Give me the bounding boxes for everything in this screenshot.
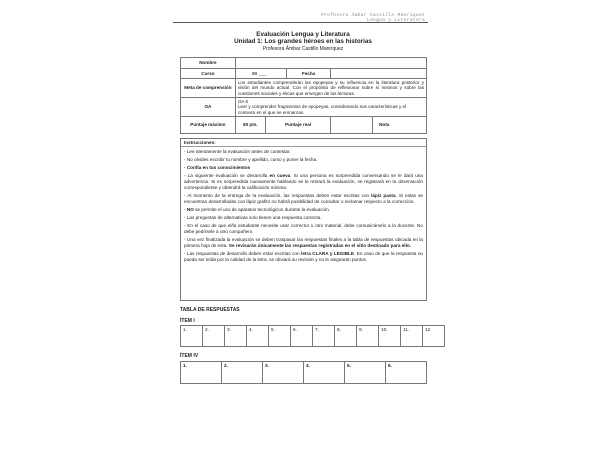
item-1-label: ÍTEM I [180,318,195,324]
answer-cell[interactable]: 2. [222,362,263,384]
grade-cell [373,117,427,134]
answer-cell[interactable]: 12. [423,326,445,347]
instruction-item: - En el caso de que el/la estudiante necesite usar corrector u otro material, debe comunicárselo a la docente. No debe pedírsele a otro compañero. [184,223,423,235]
real-score-field[interactable] [331,117,373,134]
goal-text: Los estudiantes comprenderán las epopeyas y su influencia en la literatura posterior y visión del mundo actual. Con el propósito de reflexionar sobre sí mismos y sobre las cuestiones sociales y éticas que emergen de las lecturas. [235,79,426,98]
instructions-box [180,138,427,301]
instruction-text: - La siguiente evaluación se desarrolla [184,173,270,179]
instruction-text: - Una vez finalizada la evaluación se deben traspasar las respuestas finales a la tabla de respuestas ubicada en la primera hoja de esta. [184,237,423,249]
instruction-item: - Lee atentamente la evaluación antes de contestar. [184,148,291,154]
instruction-emphasis: lápiz pasta [371,193,396,199]
instruction-item [184,251,423,263]
title-block [180,31,426,52]
date-label: Fecha [286,69,331,79]
answer-cell[interactable]: 11. [401,326,423,347]
goal-label: Meta de comprensión [181,79,236,98]
answer-cell[interactable]: 5. [269,326,291,347]
student-info-table [180,57,427,134]
date-field[interactable] [331,69,427,79]
answer-cell[interactable]: 4. [247,326,269,347]
instruction-item [184,193,423,205]
answer-cell[interactable]: 7. [313,326,335,347]
item-1-answer-grid [180,325,445,347]
instruction-item: - No olvides escribir tu nombre y apellido, curso y poner la fecha. [184,157,318,162]
teacher-name: Profesora Ámbar Castillo Manríquez [262,45,344,52]
instruction-item [184,173,423,191]
instruction-emphasis: Se revisarán únicamente las respuestas registradas en el sitio destinado para ello. [228,243,411,249]
grade-label: Nota [379,122,390,128]
real-score-label: Puntaje real [265,117,331,134]
oa-cell [235,98,426,117]
instruction-item [184,207,423,213]
max-score-label: Puntaje máximo [181,117,236,134]
instruction-emphasis: NO [186,207,194,213]
item-4-answer-grid [180,361,427,384]
answer-cell[interactable]: 3. [225,326,247,347]
instruction-item [184,237,423,249]
unit-title: Unidad 1: Los grandes héroes en las historias [234,38,372,46]
instruction-text: - Al momento de la entrega de la evaluación, las respuestas deben estar escritas con [184,193,372,199]
answer-cell[interactable]: 10. [379,326,401,347]
instruction-text: - Las respuestas de desarrollo deben estar escritas con [184,251,302,257]
name-field[interactable] [235,58,426,69]
course-label: Curso [181,69,236,79]
answer-cell[interactable]: 9. [357,326,379,347]
header-subject: Lengua y Literatura [366,18,425,24]
page-title: Evaluación Lengua y Literatura [256,31,350,38]
max-score-value: 50 pts. [235,117,265,134]
answer-cell[interactable]: 8. [335,326,357,347]
answer-cell[interactable]: 4. [304,362,345,384]
instruction-text: se permite el uso de aparatos tecnológicos durante la evaluación. [193,207,331,213]
answers-title: TABLA DE RESPUESTAS [180,307,240,313]
oa-text: Leer y comprender fragmentos de epopeyas, considerando sus características y el contexto en el que se enmarcan. [237,104,407,115]
instruction-text: - [184,207,187,213]
answer-cell[interactable]: 2. [203,326,225,347]
instruction-emphasis: letra CLARA y LEGIBLE [301,251,354,257]
course-field[interactable]: 8B ___ [235,69,286,79]
answer-cell[interactable]: 6. [386,362,427,384]
answer-cell[interactable]: 6. [291,326,313,347]
oa-code: OA 6 [237,99,249,105]
item-4-label: ÍTEM IV [180,353,199,359]
instruction-text: . Si una persona es sorprendida conversando se le dará una advertencia. Si es sorprendida nuevamente hablando se le retirará la evaluación, se registrará en la observación correspondiente y obtendrá la calificación mínima. [184,173,423,190]
instruction-item: - Confía en tus conocimientos [184,165,251,171]
instruction-text: . Si estas se encuentran desarrolladas con lápiz grafito no habrá posibilidad de consultar o reclamar respecto a la corrección. [184,193,424,204]
answer-cell[interactable]: 3. [263,362,304,384]
answer-cell[interactable]: 1. [181,362,222,384]
instruction-text: . En caso de que la respuesta no pueda ser leída por la calidad de la letra, se obviará su revisión y no le asignarán puntos. [184,251,423,263]
oa-label: OA [181,98,236,117]
answer-cell[interactable]: 1. [181,326,203,347]
name-label: Nombre [181,58,236,69]
instruction-item: - Las preguntas de alternativas solo tienen una respuesta correcta. [184,215,322,221]
instruction-emphasis: en cueva [269,173,291,179]
answer-cell[interactable]: 5. [345,362,386,384]
header-teacher: Profesora Ámbar Castillo Manríquez [321,13,425,18]
page-header [321,13,425,24]
instructions-title: Instrucciones: [181,140,426,147]
